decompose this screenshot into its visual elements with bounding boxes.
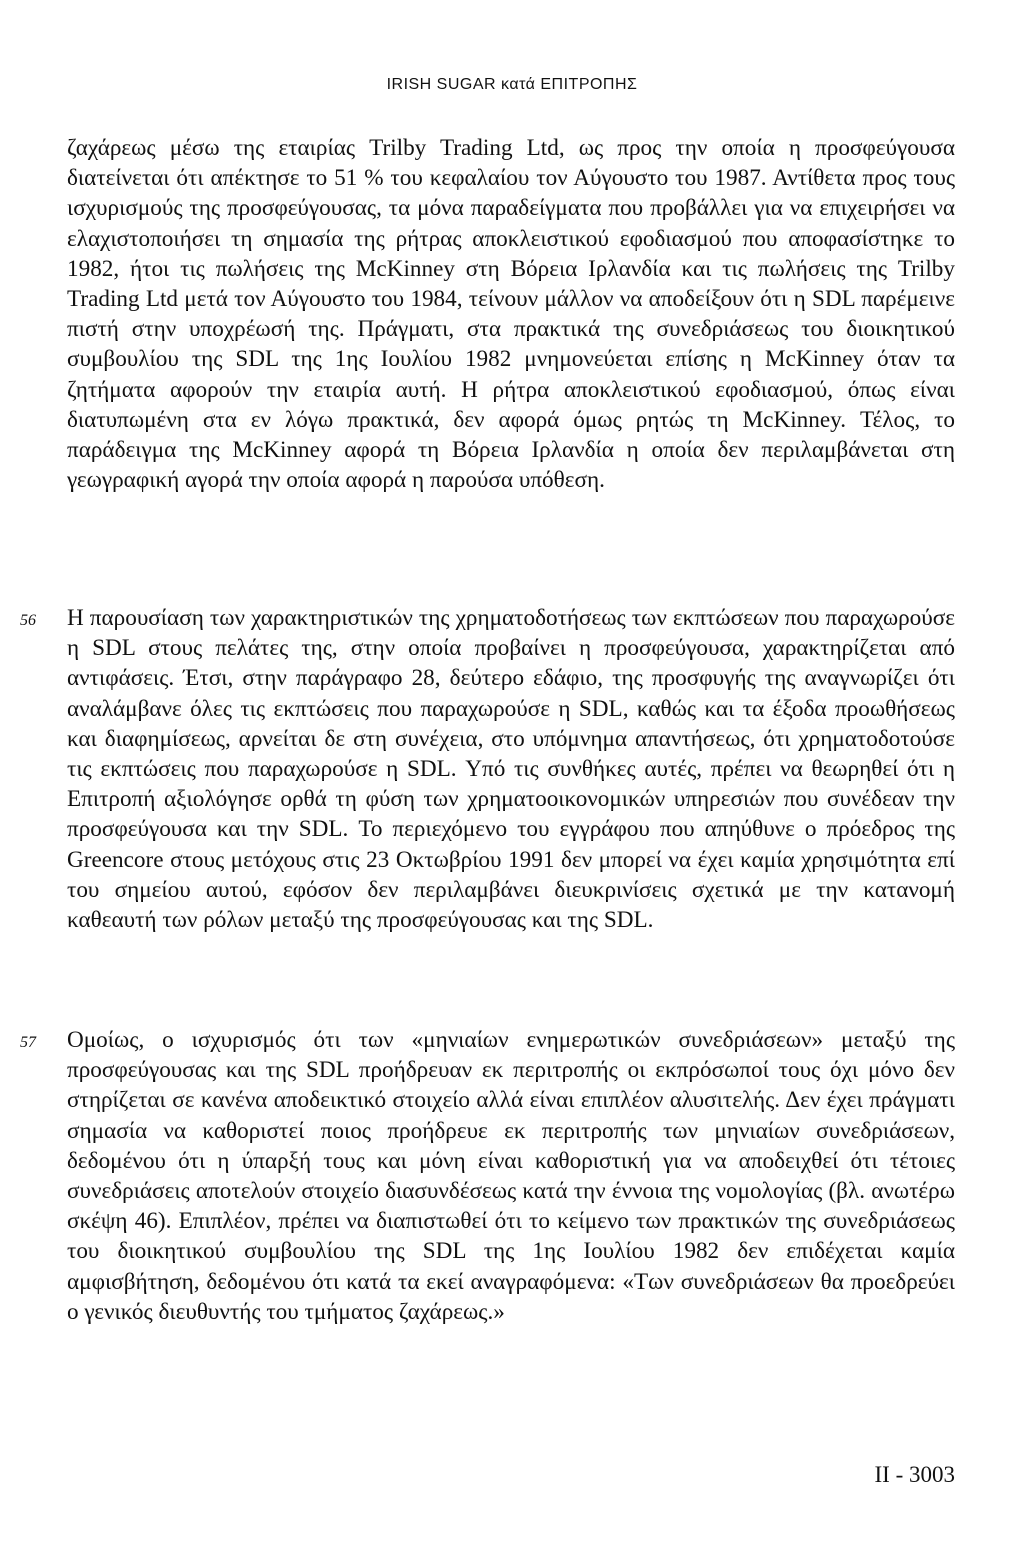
paragraph-number-56: 56	[20, 612, 36, 629]
page-number: II - 3003	[874, 1462, 955, 1487]
paragraph-57: Ομοίως, ο ισχυρισμός ότι των «μηνιαίων ενημερωτικών συνεδριάσεων» μεταξύ της προσφεύγουσας και της SDL προήδρευαν εκ περιτροπής οι εκπρόσωποί τους όχι μόνο δεν στηρίζεται σε κανένα αποδεικτικό στοιχείο αλλά είναι επιπλέον αλυσιτελής. Δεν έχει πράγματι σημασία να καθοριστεί ποιος προήδρευε εκ περιτροπής των μηνιαίων συνεδριάσεων, δεδομένου ότι η ύπαρξή τους και μόνη είναι καθοριστική για να αποδειχθεί ότι τέτοιες συνεδριάσεις αποτελούν στοιχείο διασυνδέσεως κατά την έννοια της νομολογίας (βλ. ανωτέρω σκέψη 46). Επιπλέον, πρέπει να διαπιστωθεί ότι το κείμενο των πρακτικών της συνεδριάσεως του διοικητικού συμβουλίου της SDL της 1ης Ιουλίου 1982 δεν επιδέχεται καμία αμφισβήτηση, δεδομένου ότι κατά τα εκεί αναγραφόμενα: «Των συνεδριάσεων θα προεδρεύει ο γενικός διευθυντής του τμήματος ζαχάρεως.»	[67, 1027, 955, 1325]
paragraph-continuation: ζαχάρεως μέσω της εταιρίας Trilby Trading Ltd, ως προς την οποία η προσφεύγουσα διατείνεται ότι απέκτησε το 51 % του κεφαλαίου τον Αύγουστο του 1987. Αντίθετα προς τους ισχυρισμούς της προσφεύγουσας, τα μόνα παραδείγματα που προβάλλει για να επιχειρήσει να ελαχιστοποιήσει τη σημασία της ρήτρας αποκλειστικού εφοδιασμού που αποφασίστηκε το 1982, ήτοι τις πωλήσεις της McKinney στη Βόρεια Ιρλανδία και τις πωλήσεις της Trilby Trading Ltd μετά τον Αύγουστο του 1984, τείνουν μάλλον να αποδείξουν ότι η SDL παρέμεινε πιστή στην υποχρέωσή της. Πράγματι, στα πρακτικά της συνεδριάσεως του διοικητικού συμβουλίου της SDL της 1ης Ιουλίου 1982 μνημονεύεται επίσης η McKinney όταν τα ζητήματα αφορούν την εταιρία αυτή. Η ρήτρα αποκλειστικού εφοδιασμού, όπως είναι διατυπωμένη στα εν λόγω πρακτικά, δεν αφορά όμως ρητώς τη McKinney. Τέλος, το παράδειγμα της McKinney αφορά τη Βόρεια Ιρλανδία η οποία δεν περιλαμβάνεται στη γεωγραφική αγορά την οποία αφορά η παρούσα υπόθεση.	[67, 135, 955, 494]
running-header: IRISH SUGAR κατά ΕΠΙΤΡΟΠΗΣ	[386, 76, 638, 93]
paragraph-56: Η παρουσίαση των χαρακτηριστικών της χρηματοδοτήσεως των εκπτώσεων που παραχωρούσε η SDL στους πελάτες της, στην οποία προβαίνει η προσφεύγουσα, χαρακτηρίζεται από αντιφάσεις. Έτσι, στην παράγραφο 28, δεύτερο εδάφιο, της προσφυγής της αναγνωρίζει ότι αναλάμβανε όλες τις εκπτώσεις που παραχωρούσε η SDL, καθώς και τα έξοδα προωθήσεως και διαφημίσεως, αρνείται δε στη συνέχεια, στο υπόμνημα απαντήσεως, ότι χρηματοδοτούσε τις εκπτώσεις που παραχωρούσε η SDL. Υπό τις συνθήκες αυτές, πρέπει να θεωρηθεί ότι η Επιτροπή αξιολόγησε ορθά τη φύση των χρηματοοικονομικών υπηρεσιών που συνέδεαν την προσφεύγουσα και την SDL. Το περιεχόμενο του εγγράφου που απηύθυνε ο πρόεδρος της Greencore στους μετόχους στις 23 Οκτωβρίου 1991 δεν μπορεί να έχει καμία χρησιμότητα επί του σημείου αυτού, εφόσον δεν περιλαμβάνει διευκρινίσεις σχετικά με την κατανομή καθεαυτή των ρόλων μεταξύ της προσφεύγουσας και της SDL.	[67, 605, 955, 934]
paragraph-number-57: 57	[20, 1034, 36, 1051]
